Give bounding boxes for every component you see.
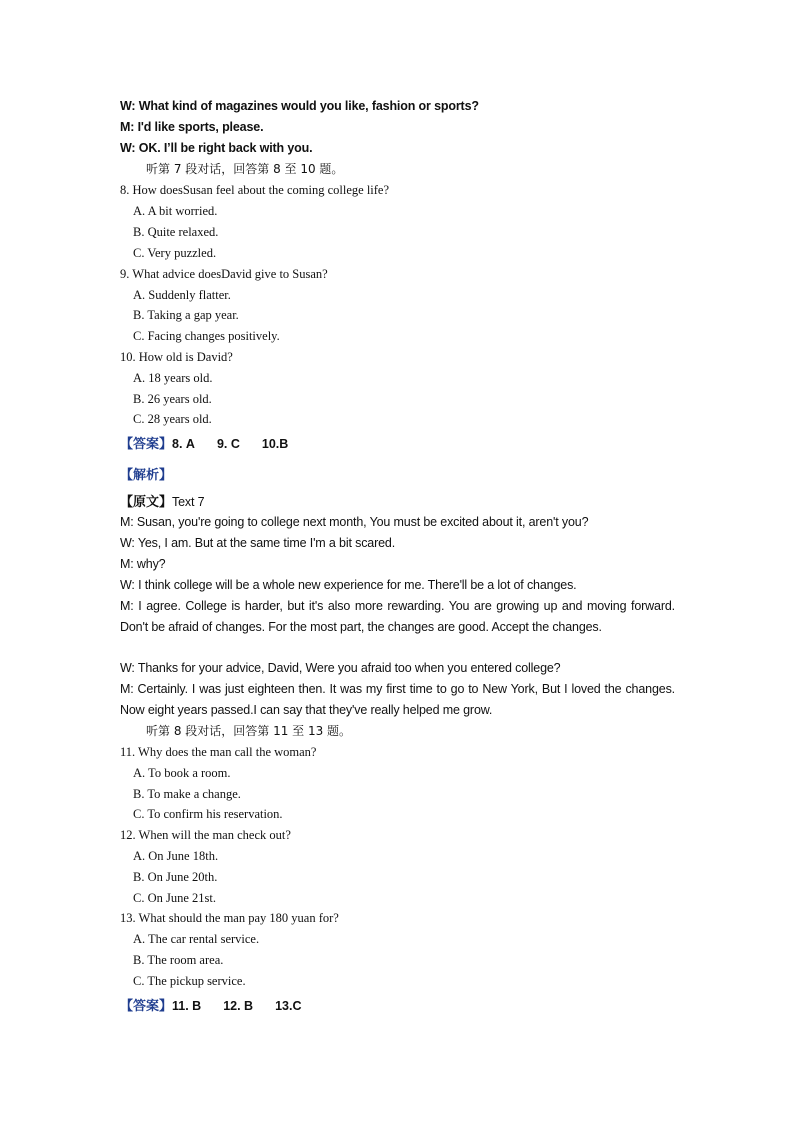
answer-value: 11. B <box>172 999 202 1013</box>
question-10-option-a: A. 18 years old. <box>133 371 213 385</box>
transcript-line: W: Thanks for your advice, David, Were you afraid too when you entered college? <box>120 661 561 675</box>
transcript-line: M: why? <box>120 557 166 571</box>
question-9-option-b: B. Taking a gap year. <box>133 308 239 322</box>
section-7-instruction: 听第 7 段对话，回答第 8 至 10 题。 <box>146 162 344 176</box>
question-11-option-b: B. To make a change. <box>133 787 241 801</box>
answer-label: 【答案】 <box>120 437 173 452</box>
transcript-line: W: Yes, I am. But at the same time I'm a bit scared. <box>120 536 396 550</box>
question-12-stem: 12. When will the man check out? <box>120 828 291 842</box>
question-10-option-c: C. 28 years old. <box>133 412 212 426</box>
question-8-option-c: C. Very puzzled. <box>133 246 217 260</box>
question-12-option-b: B. On June 20th. <box>133 870 218 884</box>
dialogue-line: W: OK. I’ll be right back with you. <box>120 141 313 155</box>
answer-label: 【答案】 <box>120 999 173 1014</box>
question-13-option-b: B. The room area. <box>133 953 224 967</box>
analysis-heading: 【解析】 <box>120 468 173 483</box>
question-9-option-c: C. Facing changes positively. <box>133 329 280 343</box>
dialogue-line: W: What kind of magazines would you like, fashion or sports? <box>120 99 479 113</box>
question-8-stem: 8. How doesSusan feel about the coming college life? <box>120 183 390 197</box>
answer-value: 8. A <box>172 437 195 451</box>
answer-value: 13.C <box>275 999 302 1013</box>
transcript-title: Text 7 <box>172 495 205 509</box>
answer-row-2 <box>120 996 675 1017</box>
question-9-stem: 9. What advice doesDavid give to Susan? <box>120 267 328 281</box>
question-13-stem: 13. What should the man pay 180 yuan for? <box>120 911 339 925</box>
question-8-option-a: A. A bit worried. <box>133 204 218 218</box>
question-11-option-c: C. To confirm his reservation. <box>133 807 283 821</box>
transcript-line: W: I think college will be a whole new experience for me. There'll be a lot of changes. <box>120 578 577 592</box>
answer-value: 12. B <box>223 999 254 1013</box>
answer-value: 9. C <box>216 437 240 451</box>
section-8-instruction: 听第 8 段对话，回答第 11 至 13 题。 <box>146 724 352 738</box>
answer-value: 10.B <box>261 437 289 451</box>
question-12-option-a: A. On June 18th. <box>133 849 219 863</box>
question-11-option-a: A. To book a room. <box>133 766 231 780</box>
question-11-stem: 11. Why does the man call the woman? <box>120 745 317 759</box>
transcript-line: M: Susan, you're going to college next month, You must be excited about it, aren't you? <box>120 515 589 529</box>
transcript-line: M: I agree. College is harder, but it's also more rewarding. You are growing up and moving forward. Don't be afraid of changes. For the most part, the changes are good. Accept the changes. <box>120 599 675 634</box>
question-10-option-b: B. 26 years old. <box>133 392 212 406</box>
question-9-option-a: A. Suddenly flatter. <box>133 288 231 302</box>
question-10-stem: 10. How old is David? <box>120 350 233 364</box>
question-12-option-c: C. On June 21st. <box>133 891 216 905</box>
transcript-line: M: Certainly. I was just eighteen then. It was my first time to go to New York, But I loved the changes. Now eight years passed.I can say that they've really helped me grow. <box>120 682 675 717</box>
answer-row-1 <box>120 434 675 455</box>
transcript-label: 【原文】 <box>120 495 173 510</box>
dialogue-line: M: I'd like sports, please. <box>120 120 264 134</box>
question-13-option-a: A. The car rental service. <box>133 932 260 946</box>
question-8-option-b: B. Quite relaxed. <box>133 225 219 239</box>
transcript-heading <box>120 492 675 513</box>
question-13-option-c: C. The pickup service. <box>133 974 246 988</box>
